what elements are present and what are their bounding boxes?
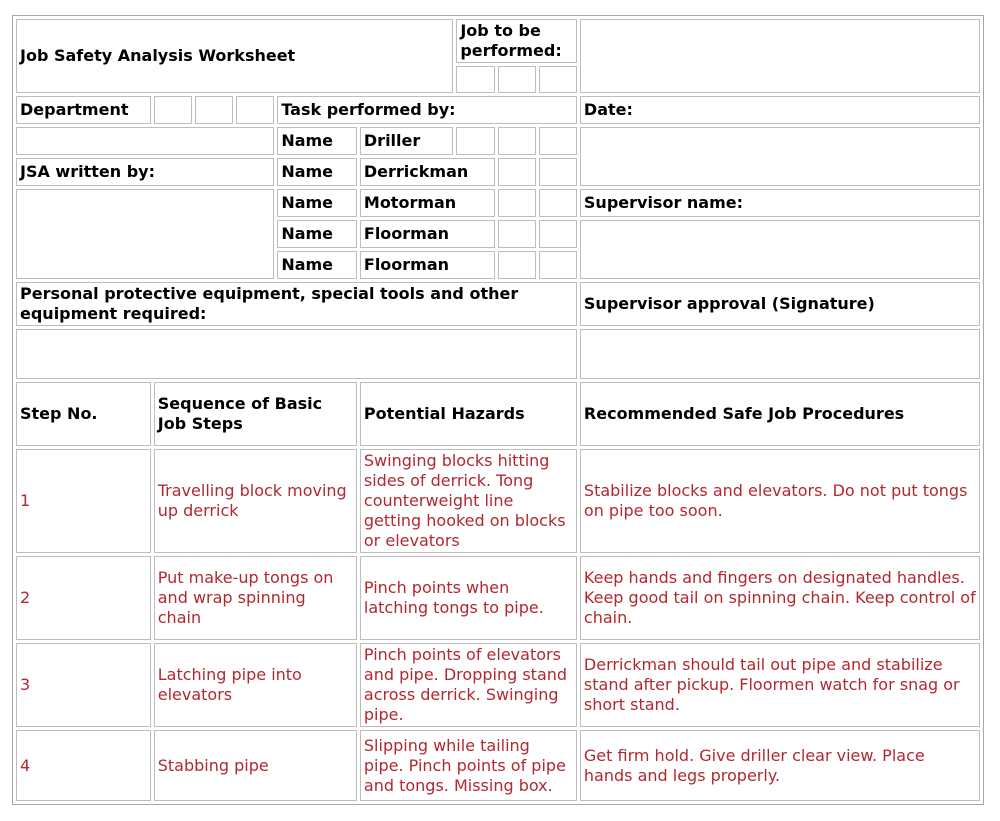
job-box-3[interactable] — [539, 66, 577, 93]
jsa-table — [12, 15, 984, 805]
step-procedures: Stabilize blocks and elevators. Do not put tongs on pipe too soon. — [580, 449, 980, 553]
crew-box[interactable] — [456, 127, 494, 155]
step-hazards: Swinging blocks hitting sides of derrick. Tong counterweight line getting hooked on blocks or elevators — [360, 449, 577, 553]
supervisor-signature-field[interactable] — [580, 329, 980, 379]
department-box-3[interactable] — [236, 96, 274, 124]
crew-box[interactable] — [539, 189, 577, 217]
crew-box[interactable] — [498, 220, 536, 248]
crew-box[interactable] — [498, 158, 536, 186]
hazards-header: Potential Hazards — [360, 382, 577, 446]
supervisor-name-label: Supervisor name: — [580, 189, 980, 217]
step-sequence: Latching pipe into elevators — [154, 643, 357, 727]
crew-role: Driller — [360, 127, 453, 155]
crew-box[interactable] — [539, 251, 577, 279]
step-procedures: Get firm hold. Give driller clear view. Place hands and legs properly. — [580, 730, 980, 801]
step-procedures: Derrickman should tail out pipe and stabilize stand after pickup. Floormen watch for snag or short stand. — [580, 643, 980, 727]
step-number: 3 — [16, 643, 151, 727]
procedures-header: Recommended Safe Job Procedures — [580, 382, 980, 446]
task-performed-by-label: Task performed by: — [277, 96, 577, 124]
step-procedures: Keep hands and fingers on designated handles. Keep good tail on spinning chain. Keep control of chain. — [580, 556, 980, 640]
step-hazards: Slipping while tailing pipe. Pinch points of pipe and tongs. Missing box. — [360, 730, 577, 801]
job-box-1[interactable] — [456, 66, 494, 93]
worksheet-title: Job Safety Analysis Worksheet — [16, 19, 453, 93]
crew-box[interactable] — [539, 158, 577, 186]
crew-name-label: Name — [277, 220, 357, 248]
crew-role: Floorman — [360, 251, 495, 279]
supervisor-name-field[interactable] — [580, 220, 980, 279]
department-box-1[interactable] — [154, 96, 192, 124]
crew-box[interactable] — [498, 189, 536, 217]
step-no-header: Step No. — [16, 382, 151, 446]
step-sequence: Travelling block moving up derrick — [154, 449, 357, 553]
step-row — [16, 556, 980, 640]
crew-role: Floorman — [360, 220, 495, 248]
step-number: 1 — [16, 449, 151, 553]
crew-box[interactable] — [498, 127, 536, 155]
step-row — [16, 730, 980, 801]
step-sequence: Stabbing pipe — [154, 730, 357, 801]
sequence-header: Sequence of Basic Job Steps — [154, 382, 357, 446]
supervisor-approval-label: Supervisor approval (Signature) — [580, 282, 980, 326]
step-hazards: Pinch points when latching tongs to pipe. — [360, 556, 577, 640]
crew-box[interactable] — [498, 251, 536, 279]
step-number: 2 — [16, 556, 151, 640]
crew-role: Motorman — [360, 189, 495, 217]
step-number: 4 — [16, 730, 151, 801]
crew-name-label: Name — [277, 127, 357, 155]
job-box-2[interactable] — [498, 66, 536, 93]
crew-name-label: Name — [277, 189, 357, 217]
crew-role: Derrickman — [360, 158, 495, 186]
jsa-worksheet — [12, 15, 984, 805]
step-row — [16, 643, 980, 727]
department-label: Department — [16, 96, 151, 124]
ppe-label: Personal protective equipment, special tools and other equipment required: — [16, 282, 577, 326]
crew-name-label: Name — [277, 251, 357, 279]
crew-box[interactable] — [539, 127, 577, 155]
ppe-field[interactable] — [16, 329, 577, 379]
job-to-be-performed-field[interactable] — [580, 19, 980, 93]
department-box-2[interactable] — [195, 96, 233, 124]
job-to-be-performed-label: Job to be performed: — [456, 19, 577, 63]
jsa-written-by-label: JSA written by: — [16, 158, 274, 186]
date-field[interactable] — [580, 127, 980, 186]
step-hazards: Pinch points of elevators and pipe. Dropping stand across derrick. Swinging pipe. — [360, 643, 577, 727]
step-sequence: Put make-up tongs on and wrap spinning chain — [154, 556, 357, 640]
crew-name-label: Name — [277, 158, 357, 186]
step-row — [16, 449, 980, 553]
jsa-written-by-field[interactable] — [16, 189, 274, 279]
department-field[interactable] — [16, 127, 274, 155]
crew-box[interactable] — [539, 220, 577, 248]
date-label: Date: — [580, 96, 980, 124]
